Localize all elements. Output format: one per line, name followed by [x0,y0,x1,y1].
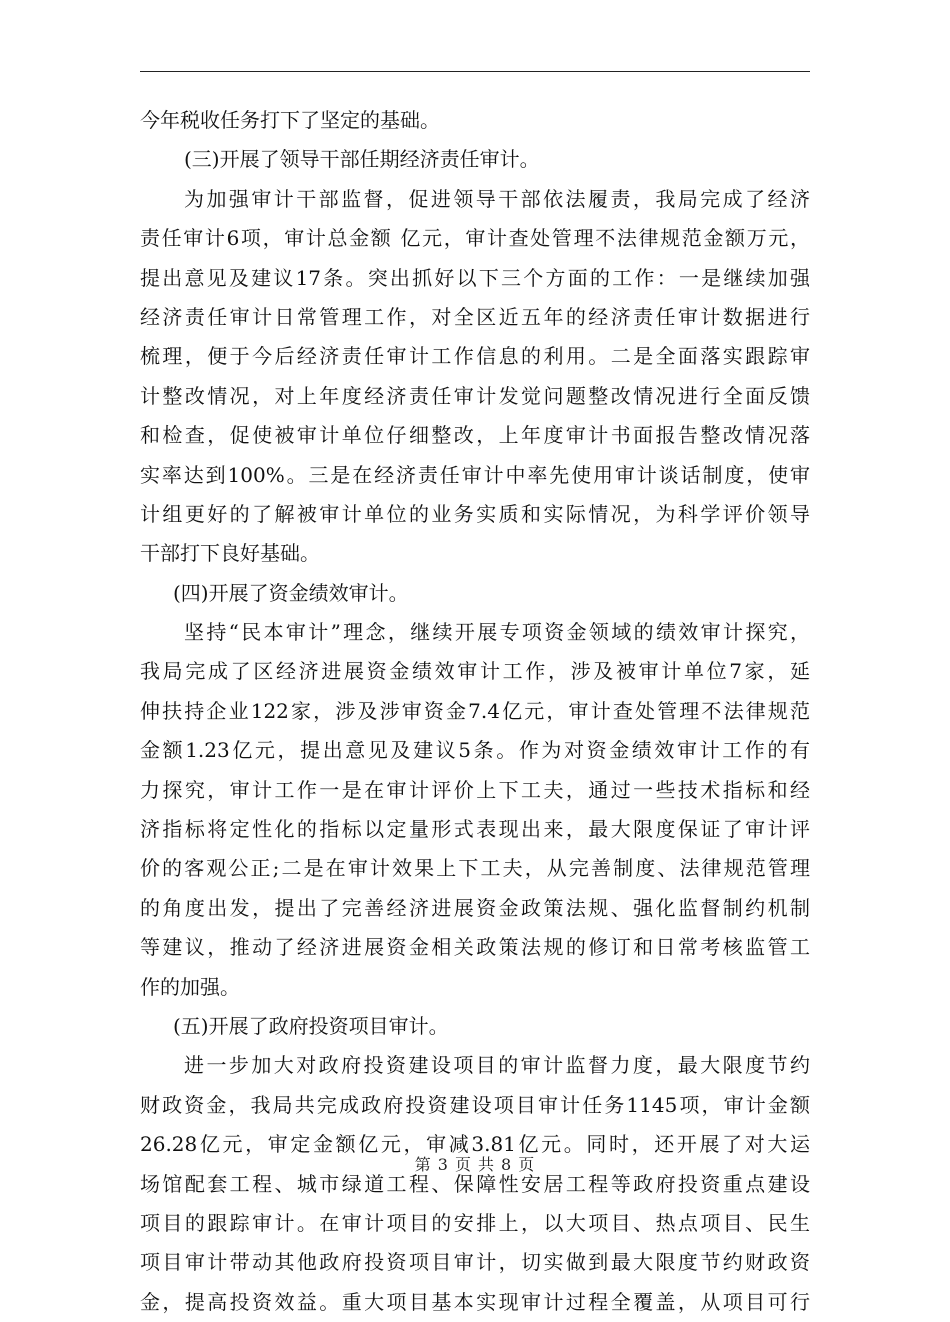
page-footer [0,1152,950,1175]
text-line: 等建议，推动了经济进展资金相关政策法规的修订和日常考核监管工 [140,935,810,960]
section-heading: (五)开展了政府投资项目审计。 [173,1013,449,1038]
document-body [140,101,810,1322]
section-heading: (四)开展了资金绩效审计。 [173,580,409,605]
text-line: 26.28亿元，审定金额亿元，审减3.81亿元。同时，还开展了对大运 [140,1132,810,1157]
text-line: 伸扶持企业122家，涉及涉审资金7.4亿元，审计查处管理不法律规范 [140,698,810,723]
text-line: 坚持“民本审计”理念，继续开展专项资金领域的绩效审计探究， [184,620,810,645]
text-line: 今年税收任务打下了坚定的基础。 [140,108,440,132]
text-line: 实率达到100%。三是在经济责任审计中率先使用审计谈话制度，使审 [140,462,810,487]
text-line: 计组更好的了解被审计单位的业务实质和实际情况，为科学评价领导 [140,501,810,526]
text-line: 项目审计带动其他政府投资项目审计，切实做到最大限度节约财政资 [140,1250,810,1275]
text-line: 我局完成了区经济进展资金绩效审计工作，涉及被审计单位7家，延 [140,659,810,684]
text-line: 金，提高投资效益。重大项目基本实现审计过程全覆盖，从项目可行 [140,1289,810,1314]
text-line: 和检查，促使被审计单位仔细整改，上年度审计书面报告整改情况落 [140,423,810,448]
text-line: 梳理，便于今后经济责任审计工作信息的利用。二是全面落实跟踪审 [140,344,810,369]
footer-suffix: 页 [518,1155,536,1174]
text-line: 济指标将定性化的指标以定量形式表现出来，最大限度保证了审计评 [140,817,810,842]
text-line: 提出意见及建议17条。突出抓好以下三个方面的工作：一是继续加强 [140,265,810,290]
text-line: 为加强审计干部监督，促进领导干部依法履责，我局完成了经济 [184,186,810,211]
text-line: 作的加强。 [140,974,240,999]
text-line: 责任审计6项，审计总金额 亿元，审计查处管理不法律规范金额万元， [140,226,810,251]
footer-page-number: 3 [437,1155,449,1174]
text-line: 进一步加大对政府投资建设项目的审计监督力度，最大限度节约 [184,1053,810,1078]
text-line: 经济责任审计日常管理工作，对全区近五年的经济责任审计数据进行 [140,304,810,329]
text-line: 项目的跟踪审计。在审计项目的安排上，以大项目、热点项目、民生 [140,1210,810,1235]
text-line: 干部打下良好基础。 [140,541,320,566]
text-line: 的角度出发，提出了完善经济进展资金政策法规、强化监督制约机制 [140,895,810,920]
text-line: 场馆配套工程、城市绿道工程、保障性安居工程等政府投资重点建设 [140,1171,810,1196]
text-line: 计整改情况，对上年度经济责任审计发觉问题整改情况进行全面反馈 [140,383,810,408]
text-line: 价的客观公正;二是在审计效果上下工夫，从完善制度、法律规范管理 [140,856,810,881]
header-rule [140,71,810,72]
section-heading: (三)开展了领导干部任期经济责任审计。 [184,147,540,172]
footer-total-pages: 8 [501,1155,513,1174]
text-line: 金额1.23亿元，提出意见及建议5条。作为对资金绩效审计工作的有 [140,738,810,763]
footer-prefix: 第 [414,1155,432,1174]
text-line: 力探究，审计工作一是在审计评价上下工夫，通过一些技术指标和经 [140,777,810,802]
text-line: 财政资金，我局共完成政府投资建设项目审计任务1145项，审计金额 [140,1092,810,1117]
footer-middle: 页 共 [454,1155,496,1174]
